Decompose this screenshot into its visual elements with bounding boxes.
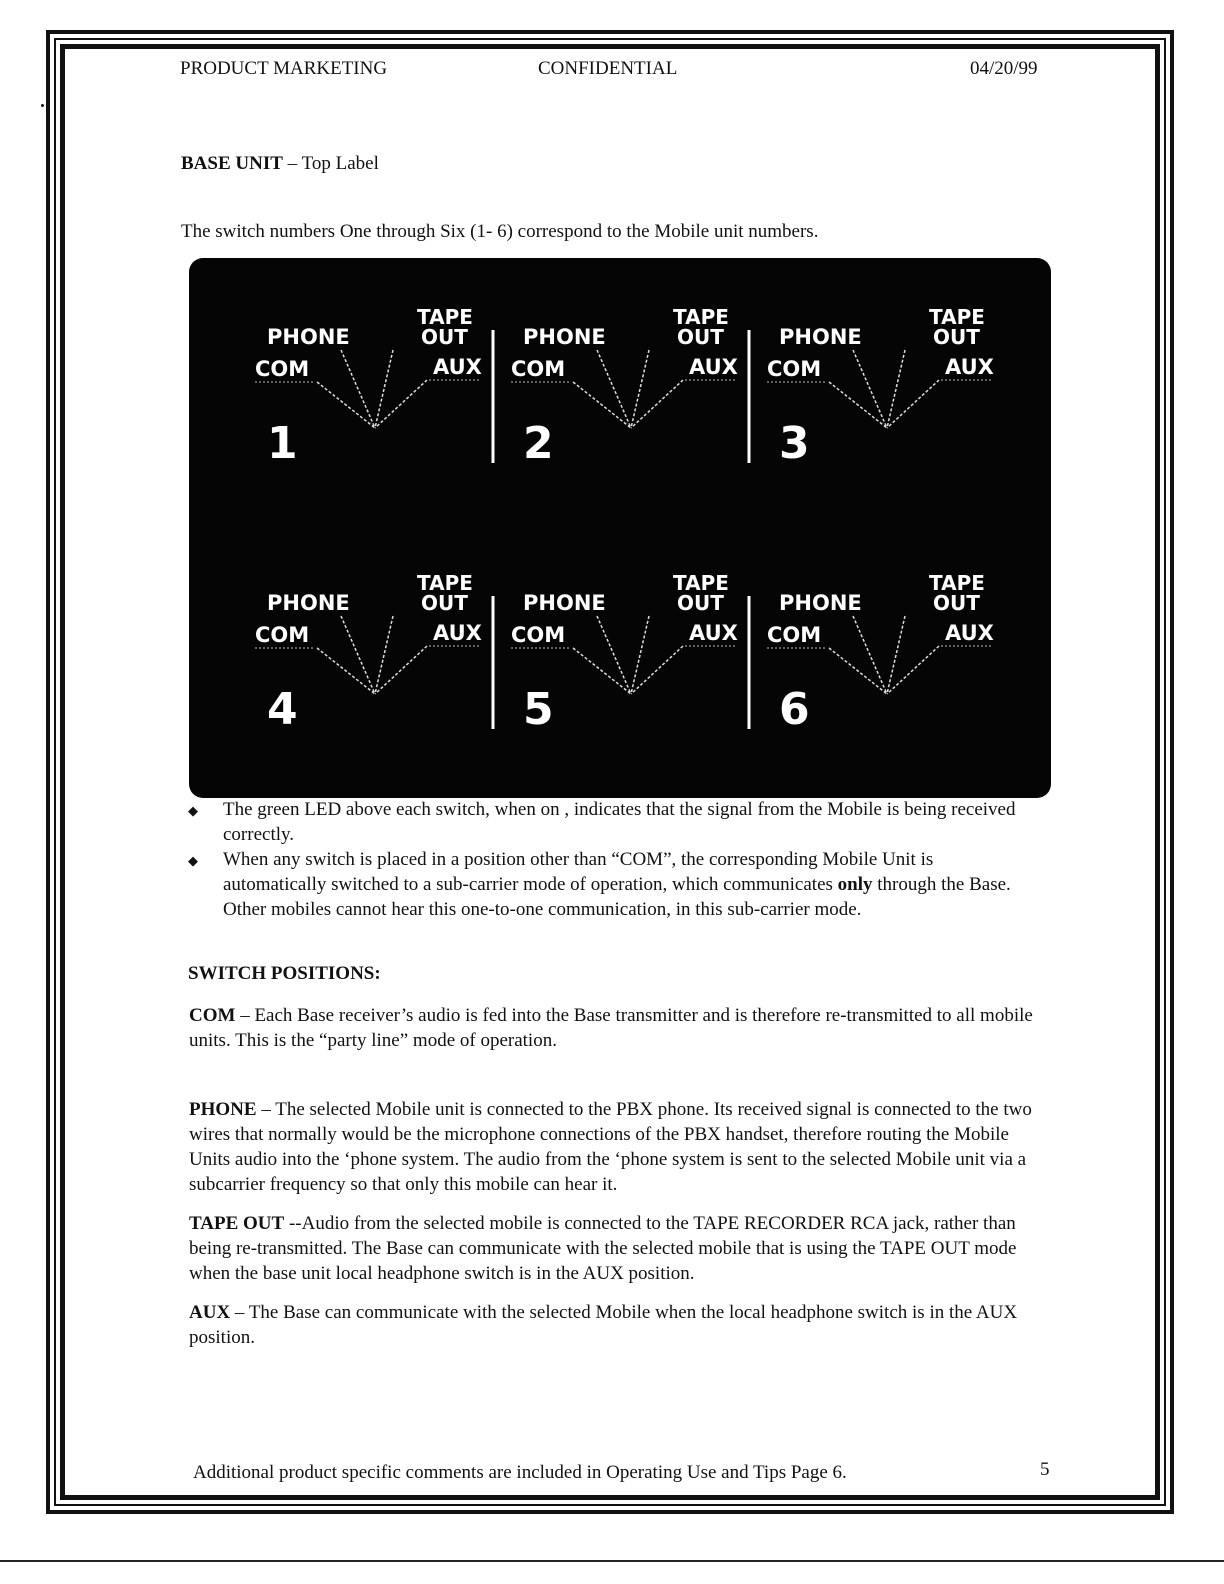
switch-number: 4 [267, 684, 298, 735]
switch-pointer-line [341, 350, 375, 428]
switch-pointer-line [341, 616, 375, 694]
label-tape: TAPE [673, 305, 729, 329]
header-department: PRODUCT MARKETING [180, 58, 388, 79]
switch-pointer-line [375, 380, 427, 428]
switch-pointer-line [317, 382, 375, 428]
definition-term: TAPE OUT [189, 1213, 285, 1234]
switch-pointer-line [631, 350, 649, 428]
definition-text: – Each Base receiver’s audio is fed into the Base transmitter and is therefore re-transmitted to all mobile units. This is the “party line” mode of operation. [189, 1005, 1033, 1051]
scan-speck [41, 104, 44, 107]
switch-pointer-line [853, 616, 887, 694]
label-aux: AUX [689, 355, 738, 379]
bullet-diamond-icon: ◆ [188, 853, 198, 868]
switch-positions-title: SWITCH POSITIONS: [188, 963, 381, 984]
label-out: OUT [677, 591, 724, 615]
switch-pointer-line [887, 350, 905, 428]
bullet-item [188, 847, 1018, 922]
switch-number: 2 [523, 418, 554, 469]
label-out: OUT [421, 325, 468, 349]
bullet-text-after: through the Base. Other mobiles cannot hear this one-to-one communication, in this sub-carrier mode. [223, 874, 1011, 920]
label-com: COM [255, 357, 310, 381]
label-out: OUT [933, 591, 980, 615]
switch-pointer-line [631, 616, 649, 694]
switch-pointer-line [375, 350, 393, 428]
label-phone: PHONE [779, 591, 862, 615]
label-aux: AUX [433, 355, 482, 379]
switch-diagram-svg [189, 258, 1051, 798]
bullet-text-before: When any switch is placed in a position other than “COM”, the corresponding Mobile Unit is automatically switched to a sub-carrier mode of operation, which communicates [223, 849, 934, 895]
definition-phone [189, 1097, 1039, 1197]
top-label-diagram [189, 258, 1051, 798]
switch-number: 1 [267, 418, 298, 469]
label-com: COM [255, 623, 310, 647]
definition-term: PHONE [189, 1099, 257, 1120]
label-out: OUT [421, 591, 468, 615]
section-title-rest: – Top Label [282, 153, 379, 174]
definition-com [189, 1003, 1039, 1053]
definition-tape-out [189, 1211, 1039, 1286]
switch-pointer-line [317, 648, 375, 694]
label-tape: TAPE [673, 571, 729, 595]
definition-text: --Audio from the selected mobile is connected to the TAPE RECORDER RCA jack, rather than being re-transmitted. The Base can communicate with the selected mobile that is using the TAPE OUT mode when the base unit local headphone switch is in the AUX position. [189, 1213, 1017, 1284]
definition-text: – The Base can communicate with the selected Mobile when the local headphone switch is in the AUX position. [189, 1302, 1018, 1348]
intro-text: The switch numbers One through Six (1- 6) correspond to the Mobile unit numbers. [181, 221, 819, 242]
switch-number: 3 [779, 418, 810, 469]
bullet-diamond-icon: ◆ [188, 803, 198, 818]
label-out: OUT [677, 325, 724, 349]
switch-pointer-line [597, 616, 631, 694]
label-com: COM [511, 357, 566, 381]
definition-term: AUX [189, 1302, 231, 1323]
bottom-rule [0, 1560, 1224, 1562]
bullet-text: The green LED above each switch, when on , indicates that the signal from the Mobile is being received correctly. [223, 799, 1016, 845]
switch-pointer-line [887, 380, 939, 428]
definition-aux [189, 1300, 1039, 1350]
switch-pointer-line [829, 382, 887, 428]
section-title-bold: BASE UNIT [181, 153, 283, 174]
label-phone: PHONE [267, 325, 350, 349]
switch-pointer-line [631, 646, 683, 694]
section-title [181, 153, 379, 175]
label-com: COM [511, 623, 566, 647]
switch-pointer-line [887, 616, 905, 694]
switch-pointer-line [573, 382, 631, 428]
label-phone: PHONE [523, 591, 606, 615]
bullet-list [188, 797, 1018, 922]
switch-number: 6 [779, 684, 810, 735]
label-com: COM [767, 357, 822, 381]
label-aux: AUX [689, 621, 738, 645]
switch-pointer-line [631, 380, 683, 428]
switch-pointer-line [853, 350, 887, 428]
label-tape: TAPE [929, 571, 985, 595]
bullet-item [188, 797, 1018, 847]
label-aux: AUX [945, 621, 994, 645]
switch-pointer-line [573, 648, 631, 694]
switch-pointer-line [375, 646, 427, 694]
definition-text: – The selected Mobile unit is connected to the PBX phone. Its received signal is connected to the two wires that normally would be the microphone connections of the PBX handset, therefore routing the Mobile Units audio into the ‘phone system. The audio from the ‘phone system is sent to the selected Mobile unit via a subcarrier frequency so that only this mobile can hear it. [189, 1099, 1032, 1195]
label-aux: AUX [945, 355, 994, 379]
label-out: OUT [933, 325, 980, 349]
bullet-text-bold: only [837, 874, 873, 895]
label-phone: PHONE [523, 325, 606, 349]
switch-pointer-line [887, 646, 939, 694]
label-phone: PHONE [779, 325, 862, 349]
header-confidential: CONFIDENTIAL [538, 58, 678, 79]
switch-pointer-line [375, 616, 393, 694]
definition-term: COM [189, 1005, 236, 1026]
label-tape: TAPE [417, 571, 473, 595]
label-aux: AUX [433, 621, 482, 645]
switch-pointer-line [597, 350, 631, 428]
label-phone: PHONE [267, 591, 350, 615]
page-number: 5 [1040, 1459, 1050, 1480]
label-com: COM [767, 623, 822, 647]
label-tape: TAPE [929, 305, 985, 329]
switch-pointer-line [829, 648, 887, 694]
footer-note: Additional product specific comments are included in Operating Use and Tips Page 6. [193, 1462, 847, 1483]
label-tape: TAPE [417, 305, 473, 329]
header-date: 04/20/99 [970, 58, 1038, 79]
switch-number: 5 [523, 684, 554, 735]
